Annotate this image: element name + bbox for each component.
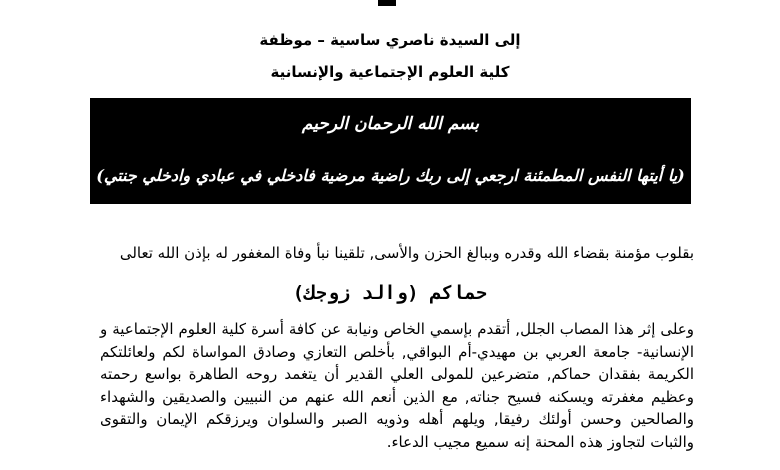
deceased-name: حماكم (والد زوجك) — [292, 282, 488, 304]
header-fragment — [378, 0, 396, 6]
addressee-line: إلى السيدة ناصري ساسية – موظفة — [259, 31, 521, 49]
condolence-paragraph: وعلى إثر هذا المصاب الجلل, أتقدم بإسمي الخاص ونيابة عن كافة أسرة كلية العلوم الإجتماعية و الإنسانية- جامعة العربي بن مهيدي-أم البواقي, بأخلص التعازي وصادق المواساة لكم ولعائلتكم الكريمة بفقدان حماكم, متضرعين للمولى العلي القدير أن يتغمد روحه الطاهرة بواسع رحمته وعظيم مغفرته ويسكنه فسيح جناته, مع الذين أنعم الله عنهم من النبيين والصديقين والشهداء والصالحين وحسن أولئك رفيقا, ويلهم أهله وذويه الصبر والسلوان ويرزقكم الإيمان والتقوى والثبات لتجاوز هذه المحنة إنه سميع مجيب الدعاء. — [100, 320, 694, 451]
condolence-banner — [90, 98, 691, 204]
basmala: بسم الله الرحمان الرحيم — [301, 114, 480, 134]
quran-verse: (يا أيتها النفس المطمئنة ارجعي إلى ربك راضية مرضية فادخلي في عبادي وادخلي جنتي) — [96, 166, 685, 185]
intro-sentence: بقلوب مؤمنة بقضاء الله وقدره وببالغ الحزن والأسى, تلقينا نبأ وفاة المغفور له بإذن الله تعالى — [119, 244, 694, 262]
faculty-line: كلية العلوم الإجتماعية والإنسانية — [270, 63, 510, 81]
